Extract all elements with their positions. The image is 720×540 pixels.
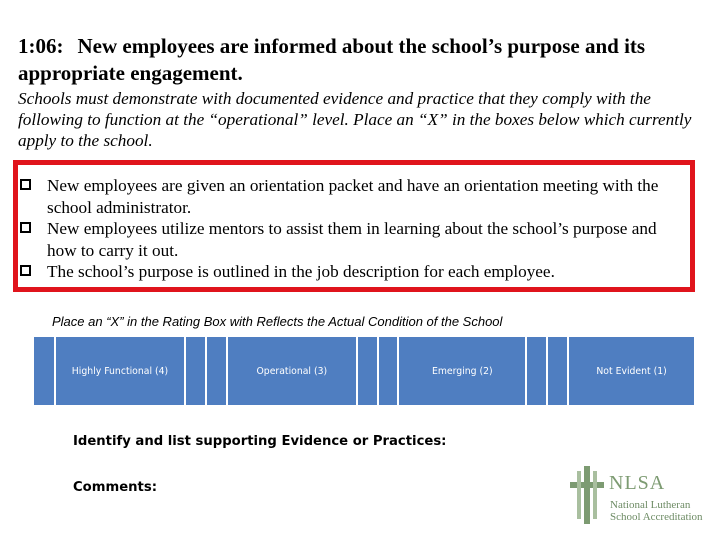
rating-label-not-evident: Not Evident (1) [568, 336, 695, 406]
rating-label-emerging: Emerging (2) [398, 336, 526, 406]
criteria-item [18, 175, 690, 218]
criteria-item [18, 261, 690, 283]
nlsa-logo [567, 462, 707, 526]
standard-title: New employees are informed about the school’s purpose and its appropriate engagement. [18, 34, 646, 85]
criteria-list [18, 165, 690, 283]
rating-box-highly-functional[interactable] [33, 336, 55, 406]
comments-label: Comments: [73, 480, 157, 495]
criteria-item [18, 218, 690, 261]
rating-label-operational: Operational (3) [227, 336, 356, 406]
rating-box-not-evident[interactable] [547, 336, 568, 406]
checkbox-icon[interactable] [20, 222, 31, 233]
rating-box-emerging[interactable] [378, 336, 399, 406]
criteria-text: New employees are given an orientation packet and have an orientation meeting with the school administrator. [47, 176, 659, 217]
cross-icon [567, 466, 607, 524]
standard-number: 1:06: [18, 34, 64, 58]
criteria-box [13, 160, 695, 292]
standard-heading [18, 33, 708, 87]
rating-title: Place an “X” in the Rating Box with Reflects the Actual Condition of the School [52, 314, 503, 329]
rating-box-emerging-left[interactable] [357, 336, 378, 406]
intro-instructions: Schools must demonstrate with documented evidence and practice that they comply with the following to function at the “operational” level. Place an “X” in the boxes below which currently apply to the school. [18, 89, 692, 150]
logo-name: NLSA [609, 472, 666, 494]
criteria-text: The school’s purpose is outlined in the job description for each employee. [47, 262, 555, 281]
rating-box-not-evident-left[interactable] [526, 336, 547, 406]
checkbox-icon[interactable] [20, 179, 31, 190]
evidence-label: Identify and list supporting Evidence or Practices: [73, 434, 447, 449]
criteria-text: New employees utilize mentors to assist them in learning about the school’s purpose and how to carry it out. [47, 219, 657, 260]
rating-box-operational[interactable] [206, 336, 227, 406]
logo-line-2: School Accreditation [610, 511, 703, 523]
logo-line-1: National Lutheran [610, 499, 691, 511]
rating-box-operational-left[interactable] [185, 336, 206, 406]
rating-strip [33, 336, 695, 406]
checkbox-icon[interactable] [20, 265, 31, 276]
rating-label-highly-functional: Highly Functional (4) [55, 336, 185, 406]
